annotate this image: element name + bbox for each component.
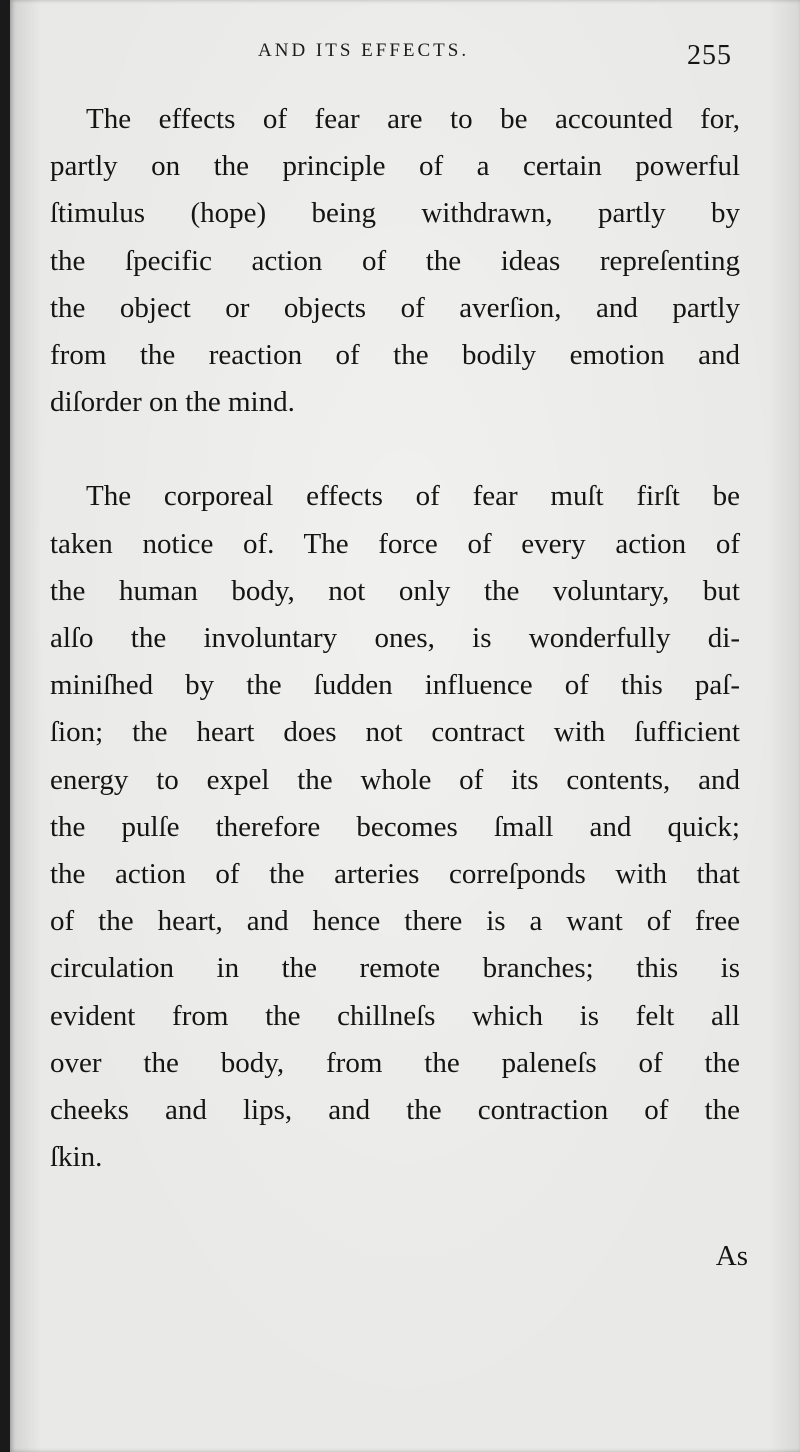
- text-line: the action of the arteries correſponds with that: [50, 858, 740, 891]
- text-line: The corporeal effects of fear muſt firſt be: [86, 480, 740, 513]
- text-line: ſion; the heart does not contract with ſufficient: [50, 716, 740, 749]
- text-line: of the heart, and hence there is a want of free: [50, 905, 740, 938]
- body-text: [50, 96, 740, 1181]
- text-line: ſkin.: [50, 1141, 103, 1174]
- text-line: energy to expel the whole of its contents, and: [50, 763, 740, 796]
- text-line: over the body, from the paleneſs of the: [50, 1046, 740, 1079]
- text-line: taken notice of. The force of every action of: [50, 527, 740, 560]
- page-number: 255: [687, 40, 732, 71]
- text-line: the object or objects of averſion, and partly: [50, 291, 740, 324]
- paragraph-1: [50, 96, 740, 426]
- catchword: As: [715, 1240, 748, 1272]
- text-line: the pulſe therefore becomes ſmall and quick;: [50, 810, 740, 843]
- text-line: ſtimulus (hope) being withdrawn, partly by: [50, 197, 740, 230]
- text-line: The effects of fear are to be accounted for,: [86, 103, 740, 135]
- text-line: the human body, not only the voluntary, but: [50, 574, 740, 607]
- text-line: cheeks and lips, and the contraction of the: [50, 1094, 740, 1127]
- text-line: from the reaction of the bodily emotion and: [50, 339, 740, 372]
- text-line: circulation in the remote branches; this is: [50, 952, 740, 985]
- text-line: partly on the principle of a certain powerful: [50, 150, 740, 183]
- text-line: evident from the chillneſs which is felt all: [50, 999, 740, 1032]
- book-page: [10, 0, 800, 1452]
- paragraph-2: [50, 473, 740, 1181]
- text-line: the ſpecific action of the ideas repreſenting: [50, 244, 740, 277]
- text-line: alſo the involuntary ones, is wonderfully di-: [50, 622, 740, 655]
- text-line: miniſhed by the ſudden influence of this paſ-: [50, 669, 740, 702]
- running-head: AND ITS EFFECTS.: [258, 40, 470, 61]
- text-line: diſorder on the mind.: [50, 386, 295, 419]
